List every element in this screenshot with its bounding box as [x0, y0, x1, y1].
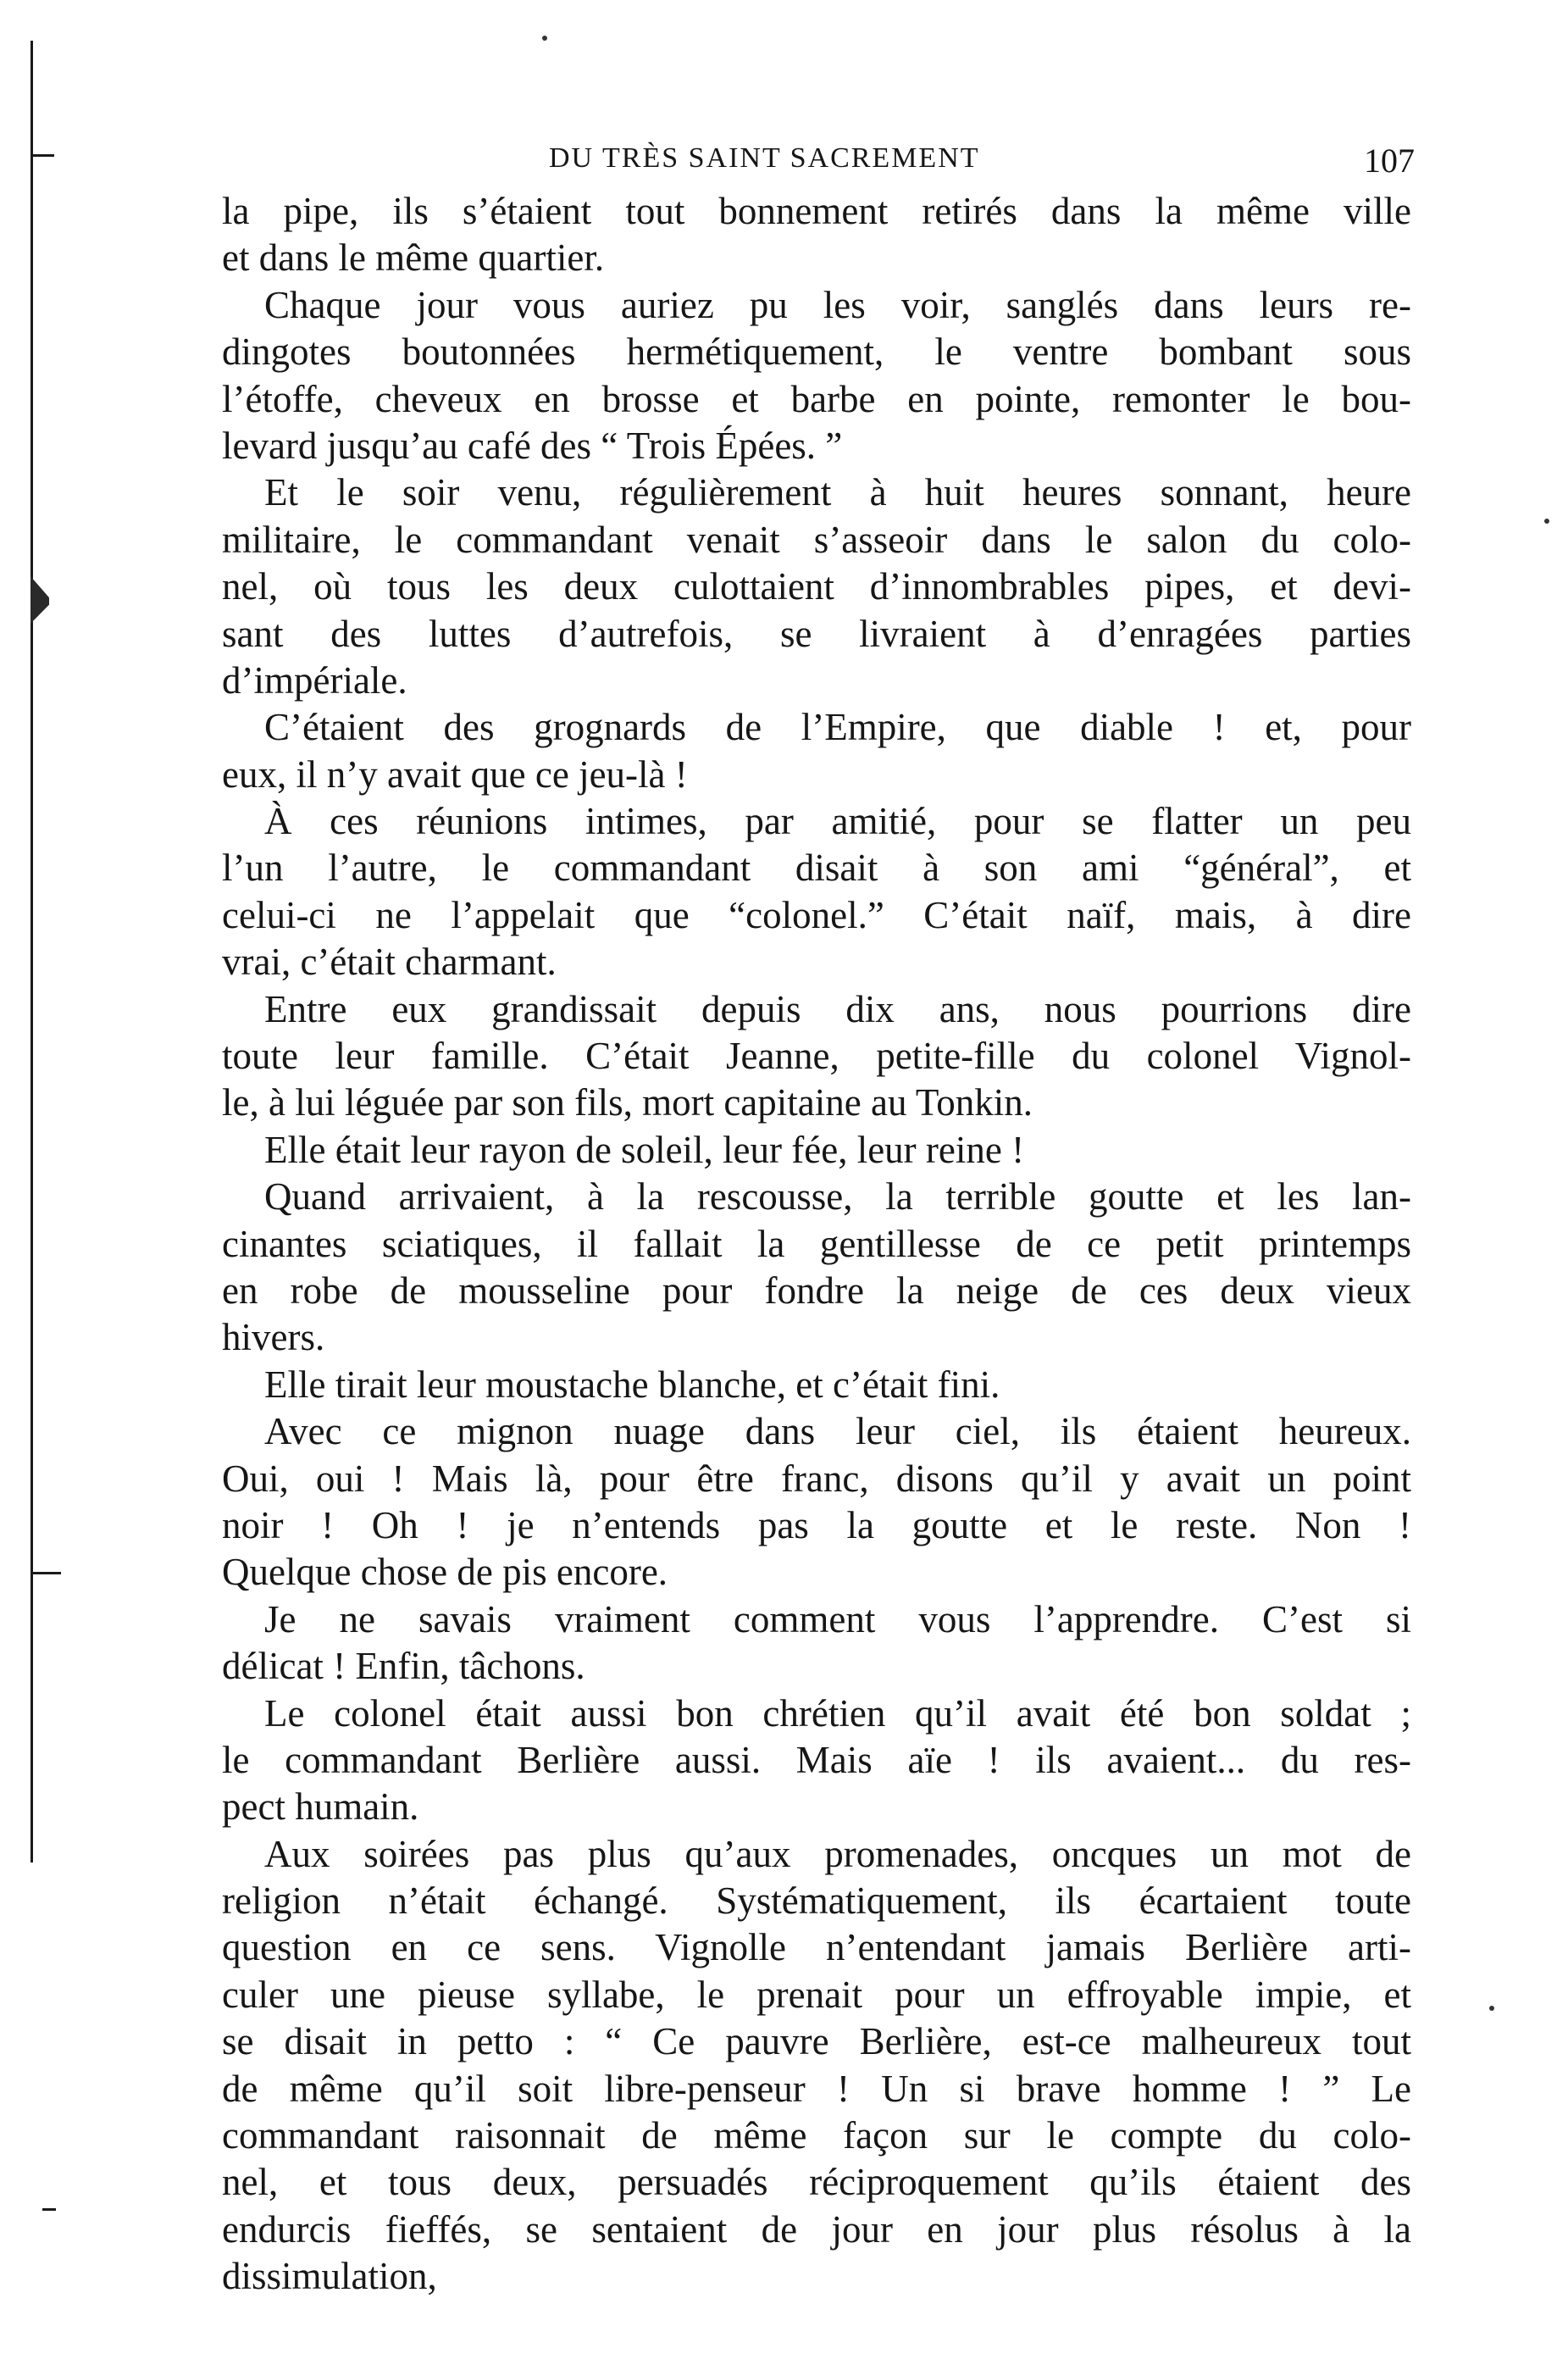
text-line: nel, où tous les deux culottaient d’innombrables pipes, et devi- — [222, 565, 1411, 608]
text-line: délicat ! Enfin, tâchons. — [222, 1645, 585, 1688]
text-line: commandant raisonnait de même façon sur le compte du colo- — [222, 2114, 1411, 2157]
text-line: levard jusqu’au café des “ Trois Épées. ” — [222, 424, 843, 467]
scan-speck — [542, 36, 547, 41]
text-line: l’un l’autre, le commandant disait à son ami “général”, et — [222, 847, 1411, 890]
text-line: eux, il n’y avait que ce jeu-là ! — [222, 752, 688, 796]
scan-edge-tick — [42, 2208, 56, 2211]
text-line: dissimulation, — [222, 2255, 437, 2298]
text-line: militaire, le commandant venait s’asseoir dans le salon du colo- — [222, 518, 1411, 561]
scan-speck — [1544, 519, 1549, 524]
text-line: se disait in petto : “ Ce pauvre Berlière, est-ce malheureux tout — [222, 2020, 1411, 2063]
text-line: Elle tirait leur moustache blanche, et c’était fini. — [264, 1363, 1000, 1406]
scan-edge-tick — [30, 154, 54, 157]
scan-edge-mark — [30, 576, 49, 624]
text-line: dingotes boutonnées hermétiquement, le ventre bombant sous — [222, 330, 1411, 374]
text-line: de même qu’il soit libre-penseur ! Un si brave homme ! ” Le — [222, 2067, 1411, 2110]
text-line: celui-ci ne l’appelait que “colonel.” C’était naïf, mais, à dire — [222, 893, 1411, 936]
text-line: question en ce sens. Vignolle n’entendant jamais Berlière arti- — [222, 1926, 1411, 1969]
text-line: la pipe, ils s’étaient tout bonnement retirés dans la même ville — [222, 190, 1411, 232]
text-line: vrai, c’était charmant. — [222, 941, 557, 984]
text-line: culer une pieuse syllabe, le prenait pour un effroyable impie, et — [222, 1973, 1411, 2016]
text-line: Quelque chose de pis encore. — [222, 1551, 668, 1594]
text-line: en robe de mousseline pour fondre la neige de ces deux vieux — [222, 1268, 1411, 1312]
text-line: Quand arrivaient, à la rescousse, la terrible goutte et les lan- — [264, 1175, 1411, 1219]
text-line: À ces réunions intimes, par amitié, pour se flatter un peu — [264, 800, 1411, 843]
text-line: sant des luttes d’autrefois, se livraient à d’enragées parties — [222, 612, 1411, 655]
page-number: 107 — [1364, 142, 1415, 180]
text-line: Je ne savais vraiment comment vous l’apprendre. C’est si — [264, 1597, 1411, 1640]
text-line: Elle était leur rayon de soleil, leur fée, leur reine ! — [264, 1128, 1025, 1171]
text-line: le commandant Berlière aussi. Mais aïe ! ils avaient... du res- — [222, 1738, 1411, 1781]
text-line: Avec ce mignon nuage dans leur ciel, ils étaient heureux. — [264, 1410, 1411, 1453]
text-line: le, à lui léguée par son fils, mort capitaine au Tonkin. — [222, 1081, 1033, 1124]
text-line: et dans le même quartier. — [222, 236, 605, 280]
text-line: Oui, oui ! Mais là, pour être franc, disons qu’il y avait un point — [222, 1457, 1411, 1500]
text-line: Et le soir venu, régulièrement à huit heures sonnant, heure — [264, 471, 1411, 514]
text-line: C’étaient des grognards de l’Empire, que diable ! et, pour — [264, 706, 1411, 749]
body-text — [222, 188, 1411, 2301]
text-line: toute leur famille. C’était Jeanne, petite-fille du colonel Vignol- — [222, 1035, 1411, 1078]
text-line: noir ! Oh ! je n’entends pas la goutte et le reste. Non ! — [222, 1503, 1411, 1546]
text-line: pect humain. — [222, 1785, 419, 1829]
text-line: Entre eux grandissait depuis dix ans, nous pourrions dire — [264, 987, 1411, 1030]
running-title: DU TRÈS SAINT SACREMENT — [549, 142, 980, 174]
scan-edge-tick — [30, 1572, 61, 1574]
running-head — [220, 142, 1415, 185]
text-line: Chaque jour vous auriez pu les voir, sanglés dans leurs re- — [264, 283, 1411, 326]
text-line: l’étoffe, cheveux en brosse et barbe en pointe, remonter le bou- — [222, 377, 1411, 420]
text-line: Aux soirées pas plus qu’aux promenades, oncques un mot de — [264, 1832, 1411, 1875]
text-line: nel, et tous deux, persuadés réciproquement qu’ils étaient des — [222, 2161, 1411, 2204]
text-line: Le colonel était aussi bon chrétien qu’il avait été bon soldat ; — [264, 1691, 1411, 1735]
text-line: endurcis fieffés, se sentaient de jour en jour plus résolus à la — [222, 2207, 1411, 2251]
text-line: religion n’était échangé. Systématiquement, ils écartaient toute — [222, 1879, 1411, 1923]
scan-binding-edge — [30, 41, 33, 1862]
scan-speck — [1489, 2006, 1494, 2011]
text-line: hivers. — [222, 1316, 325, 1359]
text-line: d’impériale. — [222, 658, 407, 702]
text-line: cinantes sciatiques, il fallait la gentillesse de ce petit printemps — [222, 1222, 1411, 1265]
